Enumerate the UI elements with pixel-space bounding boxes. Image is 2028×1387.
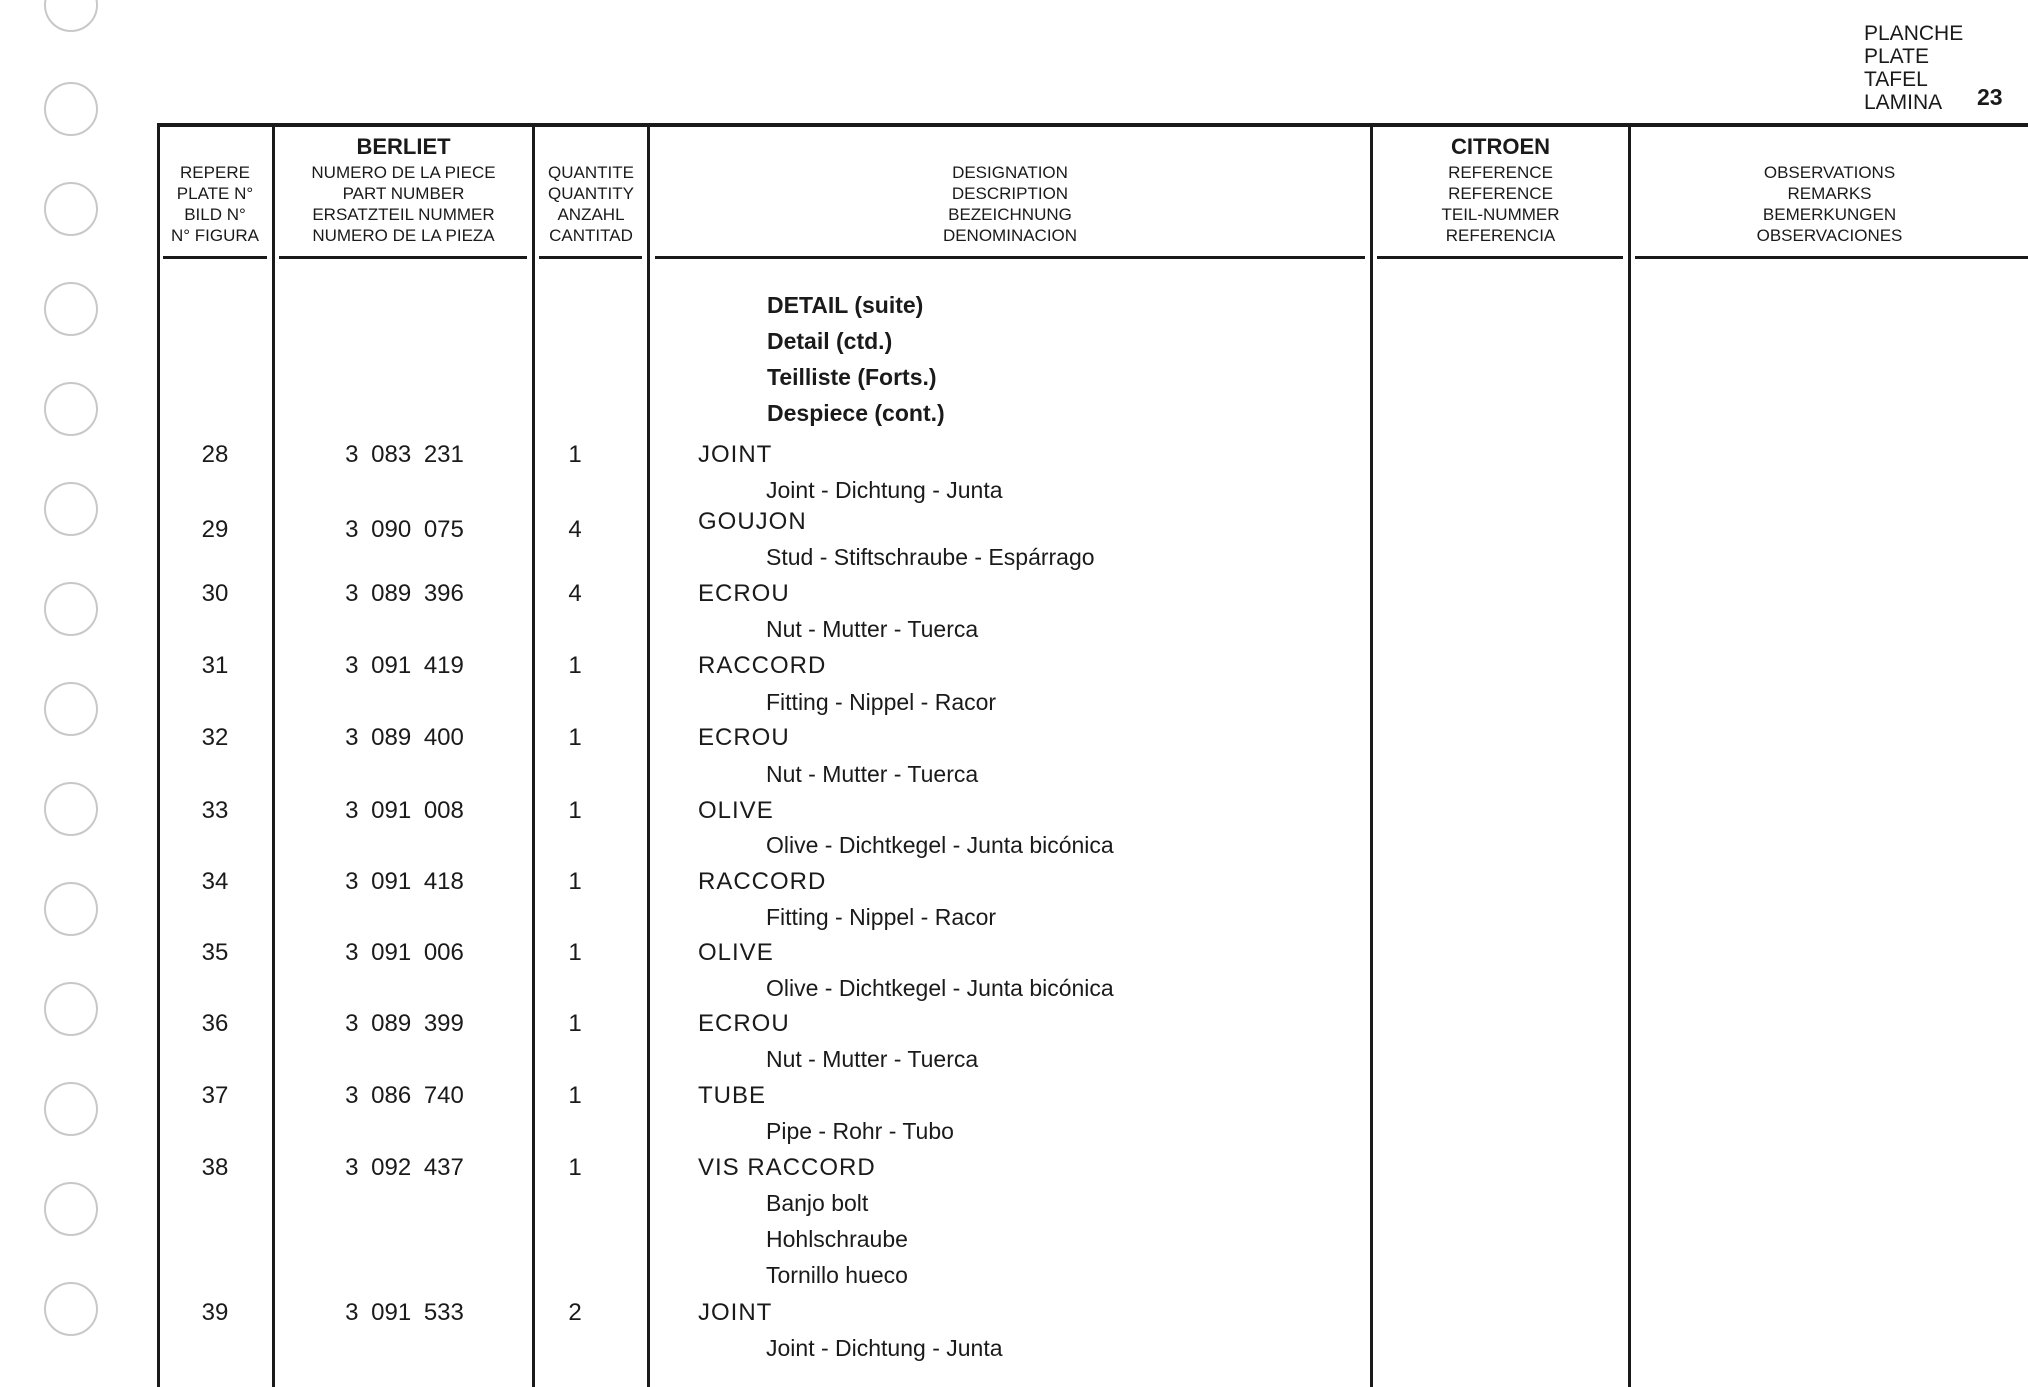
header-line: NUMERO DE LA PIEZA [312,226,495,245]
header-repere [160,162,270,246]
header-underline [539,256,642,259]
section-title-line: Despiece (cont.) [767,400,945,426]
designation-translation: Tornillo hueco [766,1262,908,1288]
header-line: REFERENCIA [1445,226,1556,245]
designation: GOUJON [698,508,807,535]
binder-hole [44,382,98,436]
header-line: REMARKS [1787,184,1872,203]
part-number: 3 086 740 [345,1082,464,1109]
binder-hole [44,82,98,136]
column-divider [157,127,160,1387]
designation-translation: Nut - Mutter - Tuerca [766,1046,979,1072]
header-line: CANTITAD [549,226,633,245]
section-title [767,287,945,431]
header-line: DESIGNATION [952,163,1068,182]
part-number: 3 091 006 [345,939,464,966]
ref-number: 35 [201,939,229,966]
part-number: 3 090 075 [345,516,464,543]
header-citroen [1373,132,1628,246]
quantity: 1 [568,724,582,751]
part-number: 3 091 533 [345,1299,464,1326]
designation-translation: Nut - Mutter - Tuerca [766,761,979,787]
header-line: DESCRIPTION [951,184,1069,203]
designation-translation: Stud - Stiftschraube - Espárrago [766,544,1095,570]
part-number: 3 089 400 [345,724,464,751]
plate-label-line: LAMINA [1864,91,1943,114]
binder-hole [44,1282,98,1336]
binder-hole [44,1082,98,1136]
designation: ECROU [698,1010,790,1037]
ref-number: 37 [201,1082,229,1109]
quantity: 2 [568,1299,582,1326]
part-number: 3 089 399 [345,1010,464,1037]
header-underline [1635,256,2028,259]
header-designation [650,162,1370,246]
quantity: 1 [568,1010,582,1037]
column-divider [647,127,650,1387]
header-line: NUMERO DE LA PIECE [311,163,496,182]
header-line: OBSERVACIONES [1756,226,1903,245]
binder-hole [44,1182,98,1236]
header-berliet [276,132,531,246]
header-line: DENOMINACION [942,226,1078,245]
citroen-brand: CITROEN [1451,134,1550,159]
ref-number: 36 [201,1010,229,1037]
header-observations [1631,162,2028,246]
designation-translation: Olive - Dichtkegel - Junta bicónica [766,832,1114,858]
header-underline [163,256,267,259]
section-title-line: Detail (ctd.) [767,328,893,354]
part-number: 3 091 418 [345,868,464,895]
binder-hole [44,182,98,236]
ref-number: 28 [201,441,229,468]
header-line: PLATE N° [176,184,254,203]
designation: OLIVE [698,939,774,966]
quantity: 1 [568,1154,582,1181]
designation-translation: Joint - Dichtung - Junta [766,477,1003,503]
plate-number: 23 [1977,84,2003,110]
header-line: REFERENCE [1448,184,1553,203]
column-divider [532,127,535,1387]
designation: RACCORD [698,652,827,679]
ref-number: 30 [201,580,229,607]
quantity: 1 [568,1082,582,1109]
ref-number: 32 [201,724,229,751]
header-line: ERSATZTEIL NUMMER [312,205,495,224]
header-line: PART NUMBER [342,184,465,203]
binder-hole [44,982,98,1036]
binder-hole [44,0,98,32]
binder-hole [44,682,98,736]
header-line: BILD N° [184,205,246,224]
column-divider [1370,127,1373,1387]
quantity: 1 [568,441,582,468]
designation-translation: Olive - Dichtkegel - Junta bicónica [766,975,1114,1001]
header-underline [279,256,527,259]
binder-hole [44,782,98,836]
designation-translation: Fitting - Nippel - Racor [766,689,997,715]
column-divider [1628,127,1631,1387]
designation: RACCORD [698,868,827,895]
quantity: 1 [568,652,582,679]
designation: ECROU [698,724,790,751]
binder-hole [44,482,98,536]
plate-label-line: PLANCHE [1864,22,1964,45]
binder-hole [44,582,98,636]
header-line: QUANTITY [548,184,634,203]
part-number: 3 092 437 [345,1154,464,1181]
binder-hole [44,882,98,936]
binder-holes [0,0,120,1387]
section-title-line: Teilliste (Forts.) [767,364,937,390]
section-title-line: DETAIL (suite) [767,292,924,318]
designation: VIS RACCORD [698,1154,876,1181]
ref-number: 39 [201,1299,229,1326]
header-underline [655,256,1365,259]
quantity: 4 [568,516,582,543]
designation-translation: Joint - Dichtung - Junta [766,1335,1003,1361]
binder-hole [44,282,98,336]
quantity: 1 [568,868,582,895]
header-line: REFERENCE [1448,163,1553,182]
part-number: 3 089 396 [345,580,464,607]
column-divider [272,127,275,1387]
berliet-brand: BERLIET [356,134,451,159]
header-line: ANZAHL [557,205,625,224]
plate-label-line: PLATE [1864,45,1929,68]
designation-translation: Banjo bolt [766,1190,869,1216]
designation: ECROU [698,580,790,607]
designation-translation: Fitting - Nippel - Racor [766,904,997,930]
header-underline [1377,256,1623,259]
designation: JOINT [698,1299,773,1326]
designation-translation: Pipe - Rohr - Tubo [766,1118,954,1144]
ref-number: 31 [201,652,229,679]
part-number: 3 083 231 [345,441,464,468]
header-line: REPERE [180,163,250,182]
designation: TUBE [698,1082,767,1109]
header-line: OBSERVATIONS [1763,163,1896,182]
table-top-rule [157,123,2028,127]
header-line: BEMERKUNGEN [1762,205,1897,224]
header-quantity [535,162,647,246]
ref-number: 29 [201,516,229,543]
ref-number: 33 [201,797,229,824]
part-number: 3 091 008 [345,797,464,824]
designation-translation: Hohlschraube [766,1226,908,1252]
plate-label [1864,22,1963,114]
part-number: 3 091 419 [345,652,464,679]
ref-number: 34 [201,868,229,895]
header-line: N° FIGURA [170,226,260,245]
plate-label-line: TAFEL [1864,68,1928,91]
ref-number: 38 [201,1154,229,1181]
quantity: 1 [568,797,582,824]
quantity: 1 [568,939,582,966]
header-line: QUANTITE [548,163,634,182]
designation-translation: Nut - Mutter - Tuerca [766,616,979,642]
designation: OLIVE [698,797,774,824]
designation: JOINT [698,441,773,468]
quantity: 4 [568,580,582,607]
header-line: TEIL-NUMMER [1441,205,1560,224]
header-line: BEZEICHNUNG [948,205,1072,224]
